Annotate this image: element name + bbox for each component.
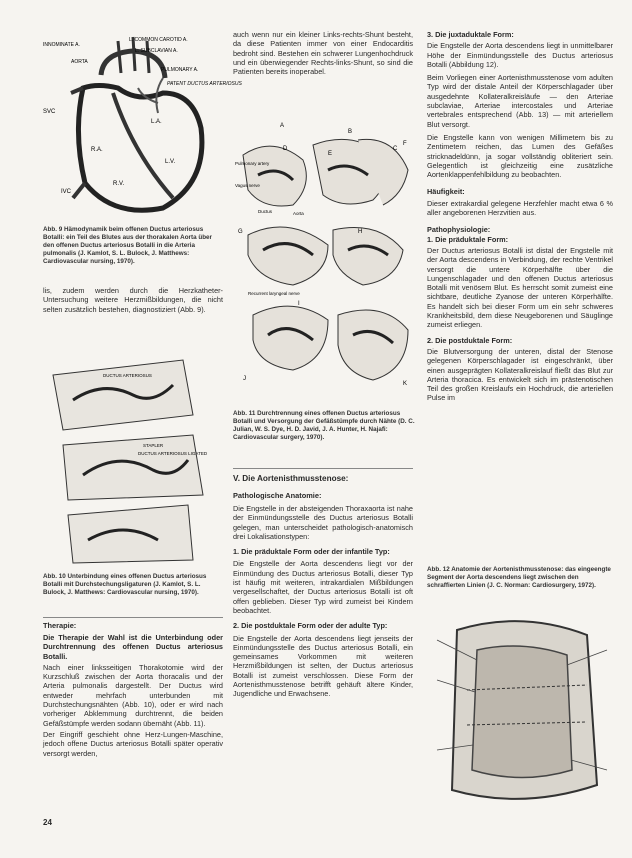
subheading: 3. Die juxtaduktale Form: — [427, 30, 514, 39]
figure-12-aorta-photo — [437, 610, 607, 810]
figure-10-ligation-illustration — [43, 355, 223, 567]
fig11-label: G — [238, 229, 243, 235]
subheading: 1. Die präduktale Form: — [427, 234, 509, 244]
fig10-label: DUCTUS ARTERIOSUS — [103, 373, 152, 378]
fig11-label: Pulmonary artery — [235, 161, 270, 166]
section-heading: V. Die Aortenisthmusstenose: — [233, 474, 349, 483]
figure-9-heart-diagram — [43, 33, 242, 221]
fig9-label: R.A. — [91, 147, 103, 153]
fig11-label: B — [348, 129, 353, 135]
paragraph: auch wenn nur ein kleiner Links-rechts-Shunt besteht, da diese Patienten immer von einer Endocarditis bedroht sind. Bestehen ein schwerer Lungenhochdruck und ein überwiegender Rechts-links-Shunt, so sind die Patienten bereits inoperabel. — [233, 30, 413, 77]
fig11-label: D — [283, 146, 288, 152]
paragraph: Die Blutversorgung der unteren, distal der Stenose gelegenen Körperschlagader ist eingeschränkt, über einen ausgeprägten Kollateralkreislauf fließt das Blut zur Arteria thoracica. Es entwickelt sich im prästenotischen Teil des großen Kreislaufs ein Hochdruck, die arteriellen Pulse im — [427, 346, 613, 403]
col3-text — [427, 30, 613, 403]
fig9-label: R.V. — [113, 181, 125, 187]
paragraph: Der Ductus arteriosus Botalli ist distal der Engstelle mit der Aorta descendens in Verbindung, der rechte Ventrikel versorgt die untere Körperhälfte über die Lungenschlagader und den offenen Ductus arteriosus Botalli mit venösem Blut. Es herrscht somit zumeist eine sichtbare, deutliche Zyanose der unteren Körperhälfte. Es handelt sich bei dieser Form um ein sehr schweres Krankheitsbild, dem diese Neugeborenen und Säuglinge zumeist erliegen. — [427, 245, 613, 330]
fig9-label: AORTA — [71, 59, 88, 65]
subheading: 1. Die präduktale Form oder der infantile Typ: — [233, 547, 390, 557]
fig9-label: L. COMMON CAROTID A. — [129, 37, 188, 43]
fig9-label: PATENT DUCTUS ARTERIOSUS — [167, 81, 242, 87]
paragraph: Die Engstelle in der absteigenden Thoraxaorta ist nahe der Einmündungsstelle des Ductus arteriosus Botalli gelegen, man unterscheidet pathologisch-anatomisch drei Lokalisationstypen: — [233, 504, 413, 541]
section-heading: Therapie: — [43, 621, 77, 630]
fig11-label: C — [393, 146, 398, 152]
paragraph: Die Therapie der Wahl ist die Unterbindung oder Durchtrennung des offenen Ductus arteriosus Botalli. — [43, 633, 223, 661]
col2-paragraph — [233, 30, 413, 76]
fig11-label: E — [328, 151, 333, 157]
subheading: Pathologische Anatomie: — [233, 491, 322, 500]
figure-12-caption: Abb. 12 Anatomie der Aortenisthmusstenose: das eingeengte Segment der Aorta descendens liegt zwischen den schraffierten Linien (J. C. Norman: Cardiosurgery, 1972). — [427, 566, 611, 589]
figure-9-caption: Abb. 9 Hämodynamik beim offenen Ductus arteriosus Botalli: ein Teil des Blutes aus der thorakalen Aorta über den offenen Ductus arteriosus Botalli in die Arteria pulmonalis (J. Kamlot, S. L. Bulock, J. Matthews: Cardiovascular nursing, 1970). — [43, 226, 213, 265]
divider — [233, 468, 413, 469]
subheading: Häufigkeit: — [427, 187, 465, 197]
paragraph: Nach einer linksseitigen Thorakotomie wird der Kurzschluß zwischen der Aorta thoracalis und der Arteria pulmonalis dargestellt. Der Ductus wird entweder mehrfach unterbunden mit Durchstechungsnähten (Abb. 10), oder er wird nach vorheriger Abklemmung durchtrennt, die beiden Gefäßstümpfe werden sodann übernäht (Abb. 11). — [43, 662, 223, 728]
therapie-text — [43, 633, 223, 758]
fig9-label: INNOMINATE A. — [43, 42, 80, 48]
fig11-label: F — [403, 141, 407, 147]
fig11-label: Recurrent laryngeal nerve — [248, 291, 300, 296]
fig11-label: H — [358, 229, 363, 235]
figure-11-caption: Abb. 11 Durchtrennung eines offenen Ductus arteriosus Botalli und Versorgung der Gefäßstümpfe durch Nähte (D. C. Julian, W. S. Dye, H. D. Javid, J. A. Hunter, H. Najafi: Cardiovascular surgery, 1970). — [233, 410, 415, 441]
paragraph: Beim Vorliegen einer Aortenisthmusstenose vom adulten Typ wird der distale Anteil der Körperschlagader über ausgedehnte Kollateralkreisläufe — den Arteriae subclaviae, Arteriae intercostales und Arteriae vertebrales entsprechend (Abb. 13) — mit arteriellem Blut versorgt. — [427, 73, 613, 129]
subheading: Pathophysiologie: — [427, 225, 491, 235]
paragraph: Die Engstelle der Aorta descendens liegt jenseits der Einmündungsstelle des Ductus arteriosus Botalli, ein gemeinsames Vorkommen mit weiteren Herzmißbildungen ist selten, der Ductus arteriosus Botalli ist zumeist verschlossen. Diese Form der Aortenisthmusstenose betrifft gehäuft ältere Kinder, Jugendliche und Erwachsene. — [233, 633, 413, 699]
subheading: 2. Die postduktale Form oder der adulte Typ: — [233, 621, 388, 631]
fig10-label: STAPLER — [143, 443, 164, 448]
paragraph: lis, zudem werden durch die Herzkatheter-Untersuchung weitere Herzmißbildungen, die nicht selten zusätzlich bestehen, diagnostiziert (Abb. 9). — [43, 286, 223, 314]
subheading: 2. Die postduktale Form: — [427, 335, 513, 345]
paragraph: Die Engstelle der Aorta descendens liegt in unmittelbarer Höhe der Einmündungsstelle des Ductus arteriosus Botalli (Abbildung 12). — [427, 41, 613, 69]
fig9-label: L.A. — [151, 119, 162, 125]
fig11-label: I — [298, 301, 300, 307]
fig11-label: Ductus — [258, 209, 273, 214]
fig11-label: Vagus nerve — [235, 183, 260, 188]
paragraph: Der Eingriff geschieht ohne Herz-Lungen-Maschine, jedoch offene Ductus arteriosus Botalli später operativ versorgt werden, — [43, 729, 223, 758]
fig11-label: J — [243, 376, 246, 382]
fig9-label: IVC — [61, 189, 72, 195]
fig10-label: DUCTUS ARTERIOSUS LIGATED — [138, 451, 208, 456]
fig9-label: L. SUBCLAVIAN A. — [135, 48, 178, 54]
fig11-label: A — [280, 123, 285, 129]
figure-11-surgical-illustration — [233, 115, 419, 405]
fig11-label: K — [403, 381, 408, 387]
paragraph: Die Engstelle der Aorta descendens liegt vor der Einmündung des Ductus arteriosus Botalli, dieser Typ ist häufig mit weiteren, intrakardialen Mißbildungen vergesellschaftet, der Ductus arteriosus Botalli ist oft offen geblieben. Dieser Typ wird zumeist bei Kindern beobachtet. — [233, 559, 413, 615]
fig11-label: Aorta — [293, 211, 304, 216]
col1-paragraph — [43, 286, 223, 314]
fig9-label: L.V. — [165, 159, 176, 165]
page-number: 24 — [43, 818, 52, 827]
paragraph: Die Engstelle kann von wenigen Millimetern bis zu Zentimetern reichen, das Lumen des Gefäßes stricknadeldünn, ja sogar vollständig obliteriert sein. Gelegentlich ist gleichzeitig eine zusätzliche Aortenklappenfehlbildung zu beobachten. — [427, 132, 613, 180]
fig9-label: PULMONARY A. — [161, 67, 199, 73]
aorten-text — [233, 504, 413, 699]
figure-10-caption: Abb. 10 Unterbindung eines offenen Ductus arteriosus Botalli mit Durchstechungsligaturen (J. Kamlot, S. L. Bulock, J. Matthews: Cardiovascular nursing, 1970). — [43, 573, 207, 596]
divider — [43, 617, 223, 618]
fig9-label: SVC — [43, 109, 56, 115]
paragraph: Dieser extrakardial gelegene Herzfehler macht etwa 6 % aller angeborenen Herzvitien aus. — [427, 198, 613, 218]
